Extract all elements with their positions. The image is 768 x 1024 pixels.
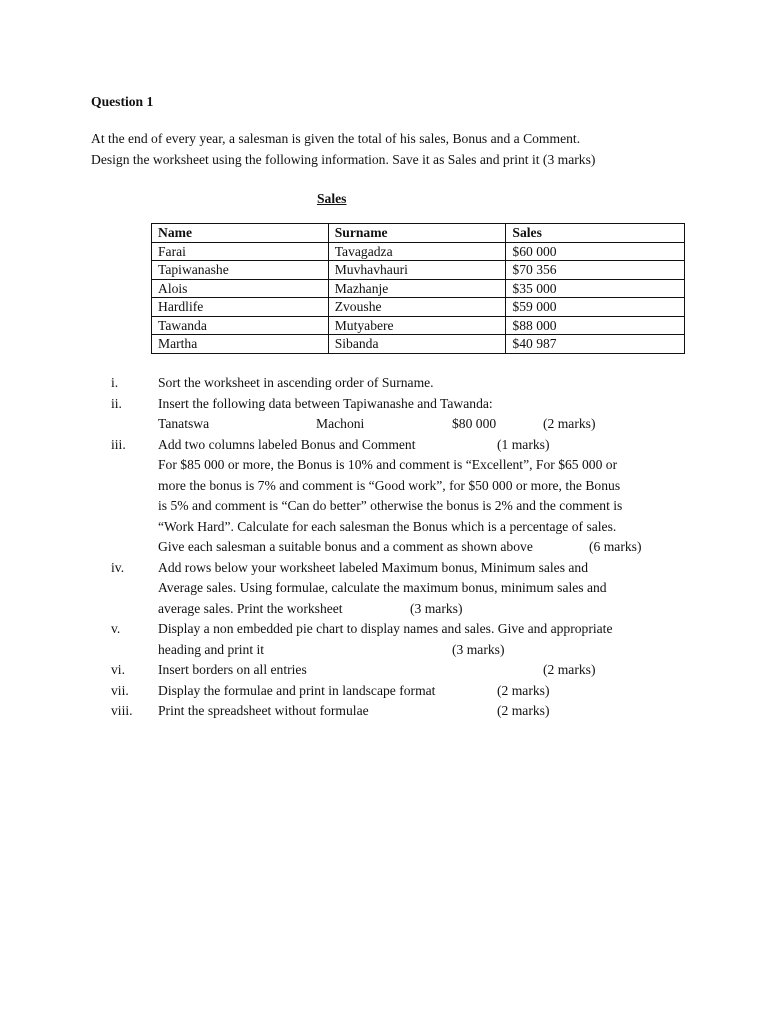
task-number: iii. [111,436,126,452]
task-text: “Work Hard”. Calculate for each salesman the Bonus which is a percentage of sales. [158,518,617,534]
task-number: iv. [111,559,125,575]
cell-sales: $59 000 [506,298,685,317]
header-sales: Sales [506,224,685,243]
task-marks: (2 marks) [543,662,596,677]
task-iv [0,558,768,579]
task-marks: (3 marks) [410,600,463,616]
sales-table [151,223,685,354]
task-text: Insert borders on all entries [158,662,307,677]
task-marks: (6 marks) [589,539,642,554]
task-text: Display the formulae and print in landscape format [158,682,436,698]
task-i [0,373,768,394]
task-v [0,619,768,640]
header-surname: Surname [328,224,506,243]
task-text: Print the spreadsheet without formulae [158,703,369,718]
table-row [152,316,685,335]
insert-sales: $80 000 [452,416,497,431]
task-text: Sort the worksheet in ascending order of Surname. [158,375,434,390]
table-header-row [152,224,685,243]
task-text: average sales. Print the worksheet [158,600,343,616]
task-iii-line-6 [0,537,768,558]
task-iii-line-3 [0,476,768,497]
task-number: v. [111,621,121,636]
task-number: vi. [111,662,125,677]
cell-name: Hardlife [152,298,329,317]
task-text: Insert the following data between Tapiwanashe and Tawanda: [158,395,493,411]
task-ii [0,394,768,415]
cell-surname: Sibanda [328,335,506,354]
question-intro [91,129,711,170]
task-number: i. [111,375,119,390]
cell-surname: Muvhavhauri [328,261,506,280]
task-text: Add two columns labeled Bonus and Comment [158,436,416,452]
cell-sales: $40 987 [506,335,685,354]
task-text: is 5% and comment is “Can do better” otherwise the bonus is 2% and the comment is [158,498,623,513]
task-iii-line-2 [0,455,768,476]
cell-surname: Mazhanje [328,279,506,298]
cell-surname: Zvoushe [328,298,506,317]
table-row [152,298,685,317]
cell-name: Alois [152,279,329,298]
insert-surname: Machoni [316,416,365,431]
task-iv-line-3 [0,599,768,620]
task-marks: (2 marks) [543,416,596,431]
cell-surname: Mutyabere [328,316,506,335]
task-v-line-2 [0,640,768,661]
cell-sales: $88 000 [506,316,685,335]
task-text: Add rows below your worksheet labeled Maximum bonus, Minimum sales and [158,559,589,575]
intro-line-1: At the end of every year, a salesman is given the total of his sales, Bonus and a Comment. [91,131,581,146]
task-text: more the bonus is 7% and comment is “Good work”, for $50 000 or more, the Bonus [158,477,621,493]
cell-name: Tapiwanashe [152,261,329,280]
task-marks: (1 marks) [497,436,550,452]
task-iii-line-5 [0,517,768,538]
task-iv-line-2 [0,578,768,599]
header-name: Name [152,224,329,243]
table-row [152,335,685,354]
task-number: ii. [111,395,122,411]
question-heading: Question 1 [91,94,154,109]
task-text: Display a non embedded pie chart to display names and sales. Give and appropriate [158,621,613,636]
cell-sales: $35 000 [506,279,685,298]
task-vii [0,681,768,702]
insert-name: Tanatswa [158,416,210,431]
task-iii [0,435,768,456]
task-marks: (2 marks) [497,682,550,698]
table-row [152,242,685,261]
cell-surname: Tavagadza [328,242,506,261]
cell-sales: $60 000 [506,242,685,261]
table-title: Sales [317,191,347,206]
task-marks: (2 marks) [497,703,550,718]
table-row [152,279,685,298]
task-text: For $85 000 or more, the Bonus is 10% and comment is “Excellent”, For $65 000 or [158,457,618,472]
table-row [152,261,685,280]
task-number: viii. [111,703,133,718]
task-iii-line-4 [0,496,768,517]
task-viii [0,701,768,722]
task-list [0,373,768,722]
intro-line-2: Design the worksheet using the following information. Save it as Sales and print it (3 marks) [91,151,596,167]
task-marks: (3 marks) [452,641,505,657]
task-ii-data-row [0,414,768,435]
task-vi [0,660,768,681]
task-text: heading and print it [158,641,265,657]
task-text: Give each salesman a suitable bonus and a comment as shown above [158,539,533,554]
cell-name: Farai [152,242,329,261]
cell-sales: $70 356 [506,261,685,280]
cell-name: Tawanda [152,316,329,335]
task-text: Average sales. Using formulae, calculate the maximum bonus, minimum sales and [158,580,607,595]
cell-name: Martha [152,335,329,354]
task-number: vii. [111,682,129,698]
